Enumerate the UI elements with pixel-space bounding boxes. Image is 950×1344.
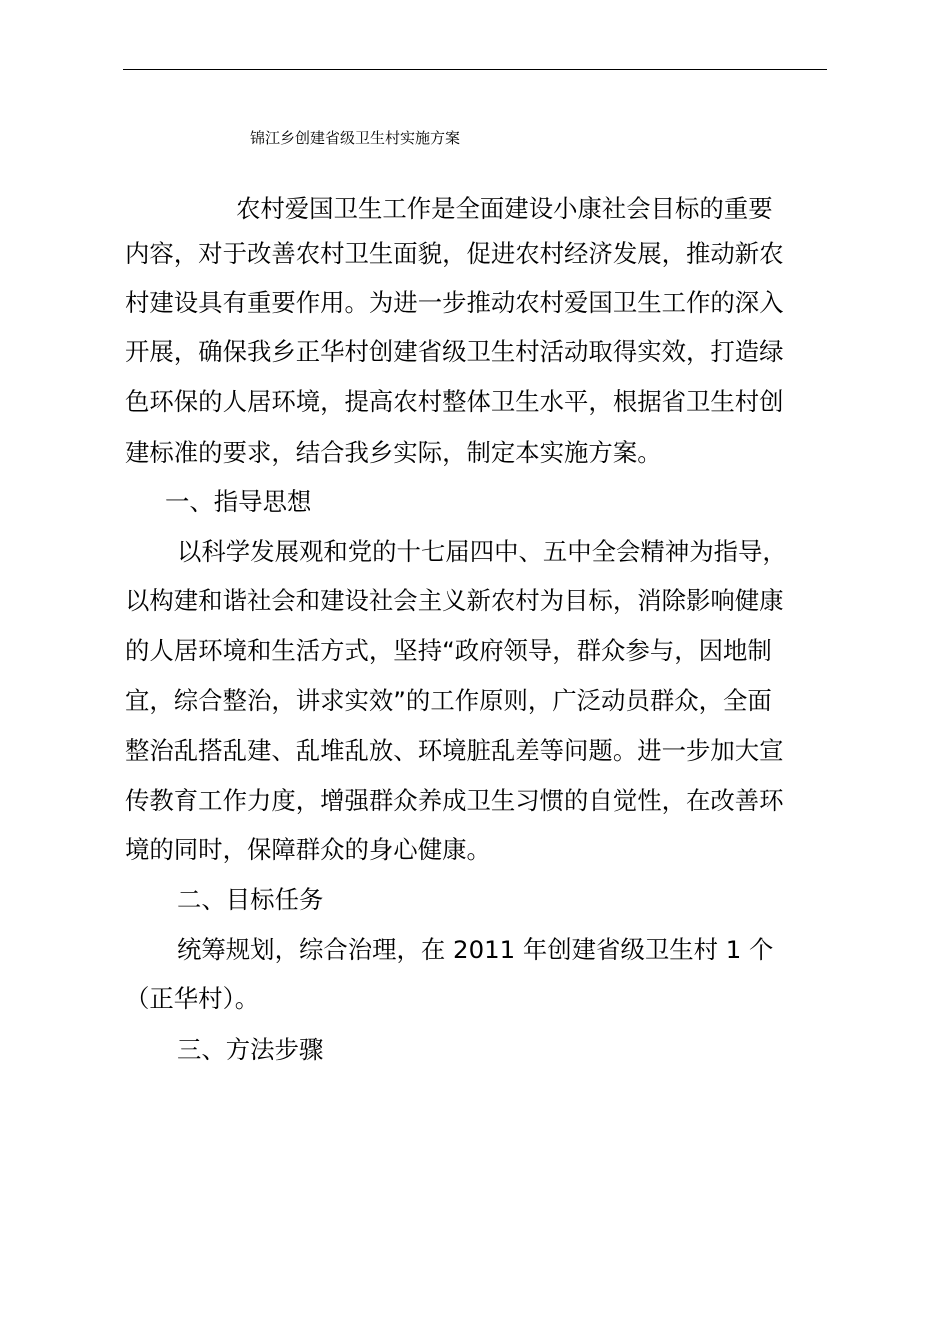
section2-line: 统筹规划，综合治理，在 2011 年创建省级卫生村 1 个 (177, 935, 774, 964)
section1-line: 的人居环境和生活方式，坚持“政府领导，群众参与，因地制 (125, 636, 772, 665)
section1-line: 整治乱搭乱建、乱堆乱放、环境脏乱差等问题。进一步加大宣 (125, 736, 784, 765)
intro-line: 村建设具有重要作用。为进一步推动农村爱国卫生工作的深入 (125, 288, 784, 317)
section1-line: 宜，综合整治，讲求实效”的工作原则，广泛动员群众，全面 (125, 686, 772, 715)
intro-line: 内容，对于改善农村卫生面貌，促进农村经济发展，推动新农 (125, 239, 784, 268)
section2-line: （正华村）。 (125, 984, 260, 1013)
section1-line: 以科学发展观和党的十七届四中、五中全会精神为指导， (177, 537, 787, 566)
intro-line: 农村爱国卫生工作是全面建设小康社会目标的重要 (236, 194, 773, 223)
section1-line: 传教育工作力度，增强群众养成卫生习惯的自觉性，在改善环 (125, 786, 784, 815)
document-title: 锦江乡创建省级卫生村实施方案 (250, 129, 461, 147)
intro-line: 开展，确保我乡正华村创建省级卫生村活动取得实效，打造绿 (125, 337, 784, 366)
intro-line: 色环保的人居环境，提高农村整体卫生水平，根据省卫生村创 (125, 387, 784, 416)
section-heading: 一、指导思想 (165, 487, 312, 516)
section1-line: 以构建和谐社会和建设社会主义新农村为目标，消除影响健康 (125, 586, 784, 615)
section1-line: 境的同时，保障群众的身心健康。 (125, 835, 491, 864)
intro-line: 建标准的要求，结合我乡实际，制定本实施方案。 (125, 438, 662, 467)
section-heading: 三、方法步骤 (177, 1035, 324, 1064)
header-rule (123, 69, 827, 70)
section-heading: 二、目标任务 (177, 885, 324, 914)
